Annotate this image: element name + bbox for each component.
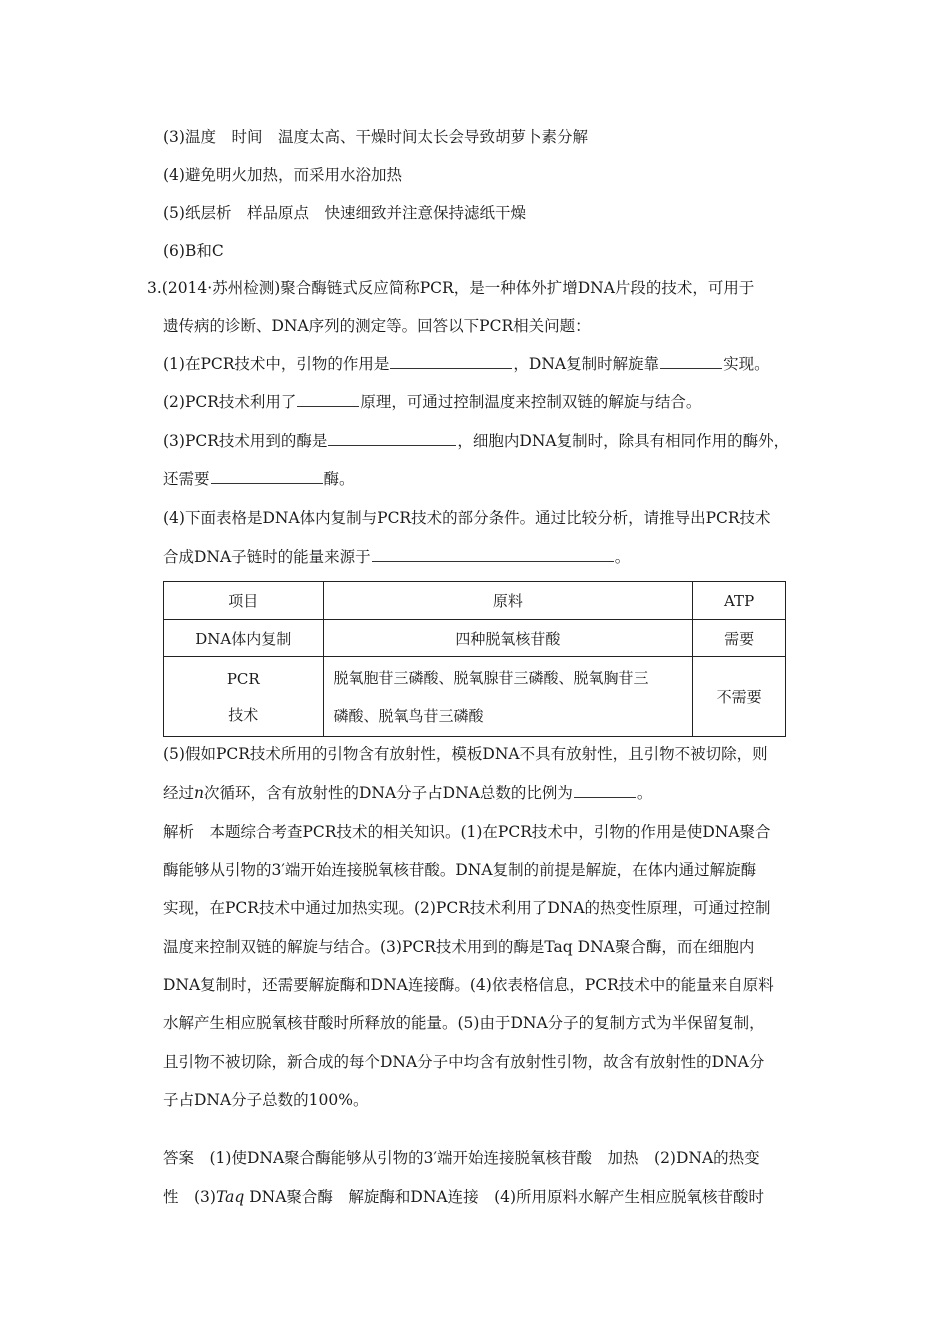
q2-text-a: (2)PCR技术利用了 xyxy=(163,393,297,411)
q5-text-d: 。 xyxy=(636,784,653,802)
table-cell-material-line-1: 脱氧胞苷三磷酸、脱氧腺苷三磷酸、脱氧胸苷三 xyxy=(333,668,649,687)
q4-blank[interactable] xyxy=(372,547,614,562)
answer-block-line-2 xyxy=(163,1185,764,1207)
q1-blank-1[interactable] xyxy=(390,354,512,369)
question-4-line-1: (4)下面表格是DNA体内复制与PCR技术的部分条件。通过比较分析，请推导出PCR技术 xyxy=(163,509,771,527)
table-row xyxy=(164,620,786,657)
table-cell-material-line-2: 磷酸、脱氧鸟苷三磷酸 xyxy=(333,706,484,725)
q5-blank[interactable] xyxy=(574,783,636,798)
question-5-line-2 xyxy=(163,781,652,803)
question-2 xyxy=(163,390,701,412)
analysis-line-5: DNA复制时，还需要解旋酶和DNA连接酶。(4)依表格信息，PCR技术中的能量来自原料 xyxy=(163,976,774,994)
q3-text-a: (3)PCR技术用到的酶是 xyxy=(163,432,328,450)
analysis-line-7: 且引物不被切除，新合成的每个DNA分子中均含有放射性引物，故含有放射性的DNA分 xyxy=(163,1053,765,1071)
question-3-line-2 xyxy=(163,467,355,489)
q5-text-c: 次循环，含有放射性的DNA分子占DNA总数的比例为 xyxy=(204,784,573,802)
table-row xyxy=(164,657,786,737)
q5-variable-n: n xyxy=(194,784,204,802)
q2-blank[interactable] xyxy=(297,392,359,407)
analysis-line-1: 解析 本题综合考查PCR技术的相关知识。(1)在PCR技术中，引物的作用是使DNA聚合 xyxy=(163,823,771,841)
answer-block-line-1: 答案 (1)使DNA聚合酶能够从引物的3′端开始连接脱氧核苷酸 加热 (2)DNA的热变 xyxy=(163,1149,760,1167)
q3-text-c: 还需要 xyxy=(163,470,210,488)
answer-line-3: (3)温度 时间 温度太高、干燥时间太长会导致胡萝卜素分解 xyxy=(163,128,588,146)
table-cell-atp: 不需要 xyxy=(693,657,786,737)
table-cell-material: 四种脱氧核苷酸 xyxy=(323,620,693,657)
answer-line-4: (4)避免明火加热，而采用水浴加热 xyxy=(163,166,402,184)
table-header-material: 原料 xyxy=(323,582,693,620)
answer-line-5: (5)纸层析 样品原点 快速细致并注意保持滤纸干燥 xyxy=(163,204,526,222)
table-cell-item: DNA体内复制 xyxy=(164,620,324,657)
q2-text-b: 原理，可通过控制温度来控制双链的解旋与结合。 xyxy=(360,393,702,411)
table-cell-item xyxy=(164,657,324,737)
table-header-atp: ATP xyxy=(693,582,786,620)
analysis-line-2: 酶能够从引物的3′端开始连接脱氧核苷酸。DNA复制的前提是解旋，在体内通过解旋酶 xyxy=(163,861,757,879)
answer-text-a: 性 (3) xyxy=(163,1188,216,1206)
table-header-row xyxy=(164,582,786,620)
analysis-line-3: 实现，在PCR技术中通过加热实现。(2)PCR技术利用了DNA的热变性原理，可通过控制 xyxy=(163,899,771,917)
q1-blank-2[interactable] xyxy=(660,354,722,369)
answer-taq: Taq xyxy=(215,1188,245,1206)
q3-text-b: ，细胞内DNA复制时，除具有相同作用的酶外， xyxy=(457,432,790,450)
q3-blank-1[interactable] xyxy=(328,431,456,446)
q1-text-a: (1)在PCR技术中，引物的作用是 xyxy=(163,355,390,373)
question-header-line-1: 3.(2014·苏州检测)聚合酶链式反应简称PCR，是一种体外扩增DNA片段的技术，可用于 xyxy=(147,279,755,297)
q3-text-d: 酶。 xyxy=(323,470,355,488)
comparison-table xyxy=(163,581,786,737)
question-1 xyxy=(163,352,770,374)
question-5-line-1: (5)假如PCR技术所用的引物含有放射性，模板DNA不具有放射性，且引物不被切除，则 xyxy=(163,745,768,763)
table-header-item: 项目 xyxy=(164,582,324,620)
question-3-line-1 xyxy=(163,429,789,451)
question-header-line-2: 遗传病的诊断、DNA序列的测定等。回答以下PCR相关问题： xyxy=(163,317,591,335)
q3-blank-2[interactable] xyxy=(211,469,323,484)
table-cell-atp: 需要 xyxy=(693,620,786,657)
q4-text-b: 合成DNA子链时的能量来源于 xyxy=(163,548,371,566)
q1-text-b: ，DNA复制时解旋靠 xyxy=(513,355,660,373)
q1-text-c: 实现。 xyxy=(723,355,770,373)
analysis-line-6: 水解产生相应脱氧核苷酸时所释放的能量。(5)由于DNA分子的复制方式为半保留复制， xyxy=(163,1014,765,1032)
table-cell-item-line-2: 技术 xyxy=(228,705,259,724)
q5-text-b: 经过 xyxy=(163,784,195,802)
analysis-line-4: 温度来控制双链的解旋与结合。(3)PCR技术用到的酶是Taq DNA聚合酶，而在细胞内 xyxy=(163,938,755,956)
answer-text-b: DNA聚合酶 解旋酶和DNA连接 (4)所用原料水解产生相应脱氧核苷酸时 xyxy=(244,1188,765,1206)
q4-text-c: 。 xyxy=(614,548,631,566)
table-cell-material xyxy=(323,657,693,737)
answer-line-6: (6)B和C xyxy=(163,242,224,260)
table-cell-item-line-1: PCR xyxy=(226,669,260,688)
analysis-line-8: 子占DNA分子总数的100%。 xyxy=(163,1091,369,1109)
question-4-line-2 xyxy=(163,545,630,567)
